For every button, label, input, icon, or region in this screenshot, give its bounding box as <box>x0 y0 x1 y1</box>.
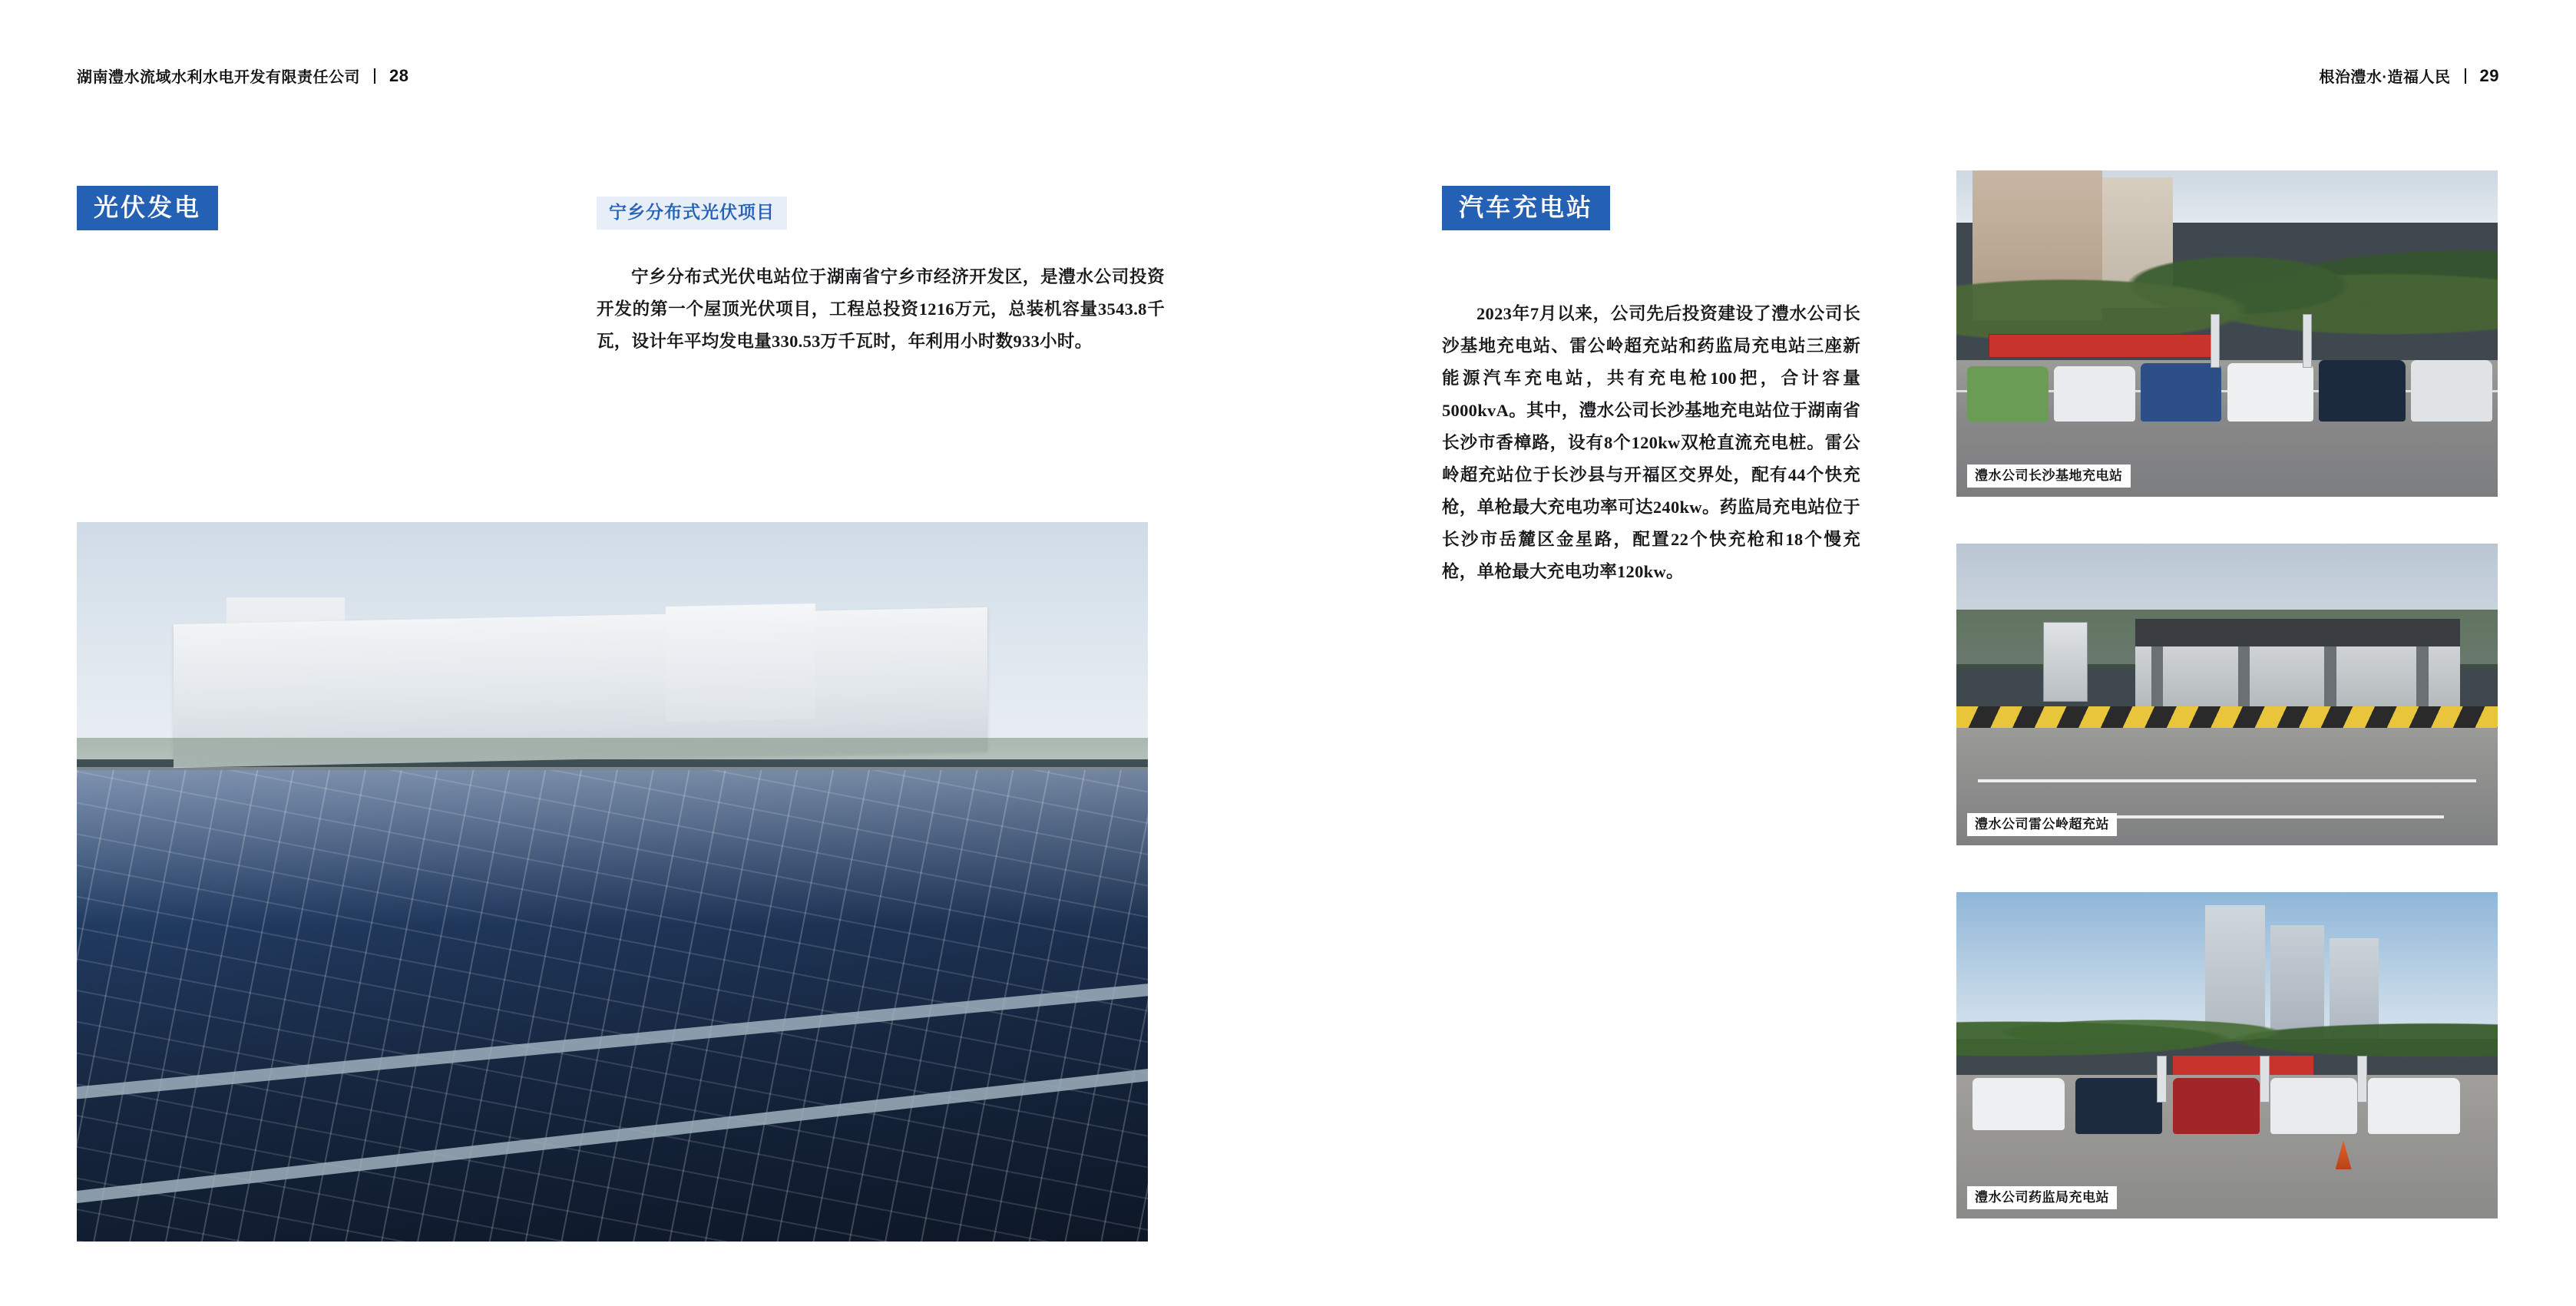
photo-caption: 澧水公司药监局充电站 <box>1967 1186 2117 1209</box>
photo-car <box>2173 1078 2260 1133</box>
photo-parking-line <box>1978 779 2476 782</box>
paragraph-photovoltaic: 宁乡分布式光伏电站位于湖南省宁乡市经济开发区，是澧水公司投资开发的第一个屋顶光伏项目，工程总投资1216万元，总装机容量3543.8千瓦，设计年平均发电量330.53万千瓦时，年利用小时数933小时。 <box>597 267 1165 351</box>
photo-charging-pile <box>2157 1056 2167 1103</box>
photo-car <box>2368 1078 2460 1133</box>
paragraph-charging-station: 2023年7月以来，公司先后投资建设了澧水公司长沙基地充电站、雷公岭超充站和药监局充电站三座新能源汽车充电站，共有充电枪100把，合计容量5000kvA。其中，澧水公司长沙基地充电站位于湖南省长沙市香樟路，设有8个120kw双枪直流充电桩。雷公岭超充站位于长沙县与开福区交界处，配有44个快充枪，单枪最大充电功率可达240kw。药监局充电站位于长沙市岳麓区金星路，配置22个快充枪和18个慢充枪，单枪最大充电功率120kw。 <box>1442 304 1860 581</box>
yaojianju-charging-station-photo <box>1956 892 2498 1218</box>
photo-canopy-pillar <box>2324 646 2336 713</box>
photo-car <box>2227 363 2314 422</box>
photo-car <box>1967 366 2049 422</box>
page-number-right: 29 <box>2479 65 2499 85</box>
photo-yellow-black-curb <box>1956 706 2498 728</box>
photo-solar-panels <box>77 770 1148 1242</box>
running-head-right <box>2319 64 2499 87</box>
subtitle-ningxiang-pv-project: 宁乡分布式光伏项目 <box>597 197 787 230</box>
rooftop-photovoltaic-array-photo <box>77 522 1148 1242</box>
running-head-separator <box>2465 68 2466 84</box>
photo-station-wall <box>2135 646 2460 707</box>
running-head-left <box>77 64 408 87</box>
photo-transformer-cabinet <box>2043 622 2088 702</box>
photo-canopy-pillar <box>2238 646 2250 713</box>
running-head-right-text: 根治澧水·造福人民 <box>2319 69 2451 86</box>
section-banner-photovoltaic: 光伏发电 <box>77 186 218 230</box>
changsha-base-charging-station-photo <box>1956 170 2498 497</box>
photo-canopy-pillar <box>2416 646 2429 713</box>
leigongling-super-charging-station-photo <box>1956 544 2498 845</box>
photo-car <box>2054 366 2135 422</box>
running-head-separator <box>374 68 375 84</box>
photo-charging-pile <box>2260 1056 2270 1103</box>
photo-car <box>2319 360 2406 422</box>
photo-car <box>2075 1078 2162 1133</box>
photo-car <box>2270 1078 2357 1133</box>
photo-red-banner <box>2173 1056 2313 1076</box>
section-banner-charging-station: 汽车充电站 <box>1442 186 1610 230</box>
photo-red-banner <box>1989 334 2217 359</box>
photo-canopy-roof <box>2135 619 2460 646</box>
photo-building-right <box>666 603 815 722</box>
page-number-left: 28 <box>389 65 409 85</box>
photo-charging-pile <box>2357 1056 2367 1103</box>
photo-car <box>2411 360 2492 422</box>
photo-caption: 澧水公司长沙基地充电站 <box>1967 465 2131 488</box>
photo-caption: 澧水公司雷公岭超充站 <box>1967 813 2117 836</box>
photo-canopy-pillar <box>2151 646 2164 713</box>
photo-charging-pile <box>2211 314 2220 368</box>
photo-panel-walkway-1 <box>77 977 1148 1104</box>
photo-car <box>1973 1078 2065 1130</box>
running-head-left-text: 湖南澧水流域水利水电开发有限责任公司 <box>77 69 360 86</box>
photo-car <box>2141 363 2222 422</box>
photo-charging-pile <box>2303 314 2312 368</box>
